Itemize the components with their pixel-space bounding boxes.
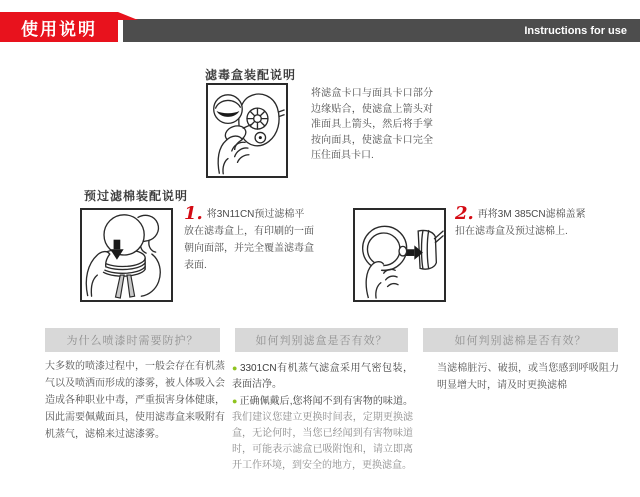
step2-text: 再将3M 385CN滤棉盖紧扣在滤毒盒及预过滤棉上. [455,209,586,237]
faq-body-why-protection: 大多数的喷漆过程中，一般会存在有机蒸气以及喷洒而形成的漆雾，被人体吸入会造成各种职业中毒，严重损害身体健康，因此需要佩戴面具，使用滤毒盒来吸附有机蒸气，滤棉来过滤漆雾。 [45,361,225,440]
cartridge-bullet-1 [232,360,413,393]
page-title-english: Instructions for use [524,24,627,37]
prefilter-step2-illustration [355,210,444,300]
faq-header-why-protection-label: 为什么喷漆时需要防护？ [66,335,199,347]
prefilter-step1 [184,203,314,274]
faq-body-cartridge-valid [232,360,413,474]
prefilter-step1-figure [80,208,173,302]
faq-body-prefilter-valid: 当滤棉脏污、破损，或当您感到呼吸阻力明显增大时，请及时更换滤棉 [437,363,619,391]
cartridge-bullet-2-rest: 我们建议您建立更换时间表，定期更换滤盒，无论何时，当您已经闻到有害物味道时，可能表示滤盒已吸附饱和，请立即离开工作环境，到安全的地方，更换滤盒。 [232,412,413,471]
prefilter-step2 [455,203,590,240]
faq-header-why-protection [45,328,220,352]
faq-header-prefilter-valid [423,328,618,352]
green-bullet-icon: ● [232,396,238,406]
green-bullet-icon: ● [232,363,238,373]
cartridge-bullet-2-lead: 正确佩戴后,您将闻不到有害物的味道。 [239,396,414,407]
prefilter-section-title: 预过滤棉装配说明 [84,189,189,203]
cartridge-bullet-2 [232,393,413,474]
prefilter-step2-figure [353,208,446,302]
banner-english-bar [123,19,640,42]
faq-header-prefilter-valid-label: 如何判别滤棉是否有效？ [454,335,587,347]
step1-number: 1. [184,203,203,224]
cartridge-assembly-illustration [208,85,286,176]
page-title-banner [0,12,118,42]
faq-header-cartridge-valid [235,328,408,352]
cartridge-section-title: 滤毒盒装配说明 [205,68,297,82]
prefilter-step1-illustration [82,210,171,300]
cartridge-bullet-1-lead: 3301CN有机蒸气滤盒采用气密包装，表面洁净。 [232,363,413,390]
cartridge-instruction-text: 将滤盒卡口与面具卡口部分边缘贴合，使滤盒上箭头对准面具上箭头，然后将手掌按向面具，使滤盒卡口完全压住面具卡口. [311,88,433,162]
step1-text: 将3N11CN预过滤棉平放在滤毒盒上，有印刷的一面朝向面部，并完全覆盖滤毒盒表面. [184,209,314,271]
cartridge-assembly-figure [206,83,288,178]
page-title: 使用说明 [21,19,97,39]
faq-header-cartridge-valid-label: 如何判别滤盒是否有效？ [255,335,388,347]
step2-number: 2. [455,203,474,224]
